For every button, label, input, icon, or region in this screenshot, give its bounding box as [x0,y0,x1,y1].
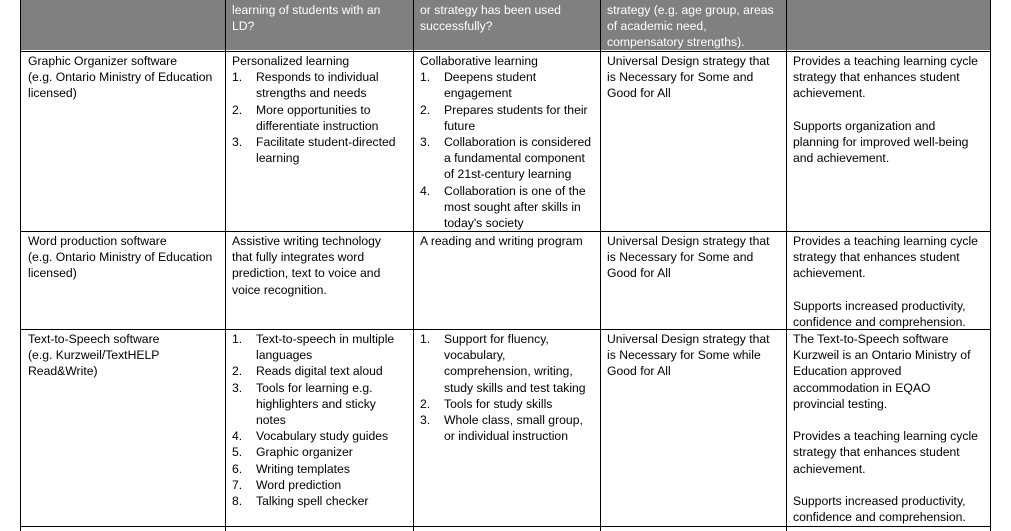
list-item-number: 1. [420,70,431,85]
text-line: (e.g. Kurzweil/TextHELP [28,348,160,363]
text-line: Kurzweil is an Ontario Ministry of [793,348,971,363]
text-line: achievement. [793,461,866,476]
text-line: strengths and needs [256,86,367,101]
text-line: Provides a teaching learning cycle [793,234,978,248]
list-item [232,428,410,444]
list-item [232,380,410,429]
row2-notes [787,233,991,330]
grid-line-col3 [413,0,414,531]
text-line: licensed) [28,86,77,101]
text-line: future [444,118,476,133]
header-benefits-lines [226,2,412,34]
text-line: Good for All [607,86,671,101]
list-item [232,69,410,101]
grid-line-left [20,0,21,531]
list-item-number: 3. [232,135,243,150]
text-line: prediction, text to voice and [232,266,381,281]
text-line: a fundamental component [444,151,585,166]
text-line: that fully integrates word [232,250,365,265]
text-line: strategy that enhances student [793,70,960,85]
grid-line-row1-bottom [20,231,991,232]
header-cell-strategy [601,2,784,51]
text-line: Reads digital text aloud [256,364,383,379]
text-line: of 21st-century learning [444,167,572,182]
list-item-number: 5. [232,445,243,460]
row1-success-cell [414,53,598,231]
text-line: A reading and writing program [420,234,583,248]
text-line: Collaboration is considered [444,135,592,150]
text-line: Universal Design strategy that [607,332,770,346]
list-item [232,134,410,166]
text-line: Collaboration is one of the [444,183,586,198]
text-line: Universal Design strategy that [607,234,770,248]
text-line: achievement. [793,266,866,281]
text-line: and achievement. [793,151,890,166]
text-line: is Necessary for Some and [607,250,754,265]
text-line: is Necessary for Some while [607,348,761,363]
text-line: Vocabulary study guides [256,429,389,444]
row2-notes-cell [787,233,991,330]
paragraph-gap [793,412,989,428]
list-item [420,331,596,396]
row3-benefits-cell [226,331,412,509]
row1-notes-cell [787,53,991,166]
grid-line-header-bottom [20,51,991,52]
text-line: Prepares students for their [444,102,588,117]
row3-benefits-list [232,331,410,509]
text-line: Tools for study skills [444,396,553,411]
header-cell-benefits [226,2,412,34]
list-item [232,444,410,460]
text-line: strategy that enhances student [793,250,960,265]
text-line: Good for All [607,266,671,281]
header-strategy-lines [601,2,784,51]
text-line: Education approved [793,364,902,379]
text-line: Universal Design strategy that [607,54,770,68]
text-line: learning [256,151,300,166]
text-line: vocabulary, [444,348,506,363]
text-line: Graphic Organizer software [28,54,178,68]
row1-benefits-list [232,69,410,166]
paragraph-gap [793,102,989,118]
row1-software-cell [20,53,222,102]
text-line: notes [256,413,286,428]
list-item [420,102,596,134]
text-line: comprehension, writing, [444,364,573,379]
text-line: Tools for learning e.g. [256,380,373,395]
row3-success-list [420,331,596,444]
row3-notes-cell [787,331,991,525]
text-line: Provides a teaching learning cycle [793,54,978,68]
grid-line-col5 [786,0,787,531]
row2-strategy-cell [601,233,784,282]
row1-success-title: Collaborative learning [420,54,538,68]
list-item [232,493,410,509]
grid-line-row2-bottom [20,329,991,330]
text-line: Whole class, small group, [444,413,583,428]
text-line: Text-to-speech in multiple [256,332,395,346]
text-line: Supports increased productivity, [793,494,966,508]
list-item [232,102,410,134]
row2-success [414,233,598,249]
text-line: licensed) [28,266,77,281]
list-item [420,69,596,101]
row3-software-cell [20,331,222,380]
row2-benefits [226,233,412,298]
text-line: differentiate instruction [256,118,379,133]
list-item-number: 1. [232,70,243,85]
list-item [232,363,410,379]
list-item-number: 4. [232,429,243,444]
paragraph-gap [793,282,989,298]
text-line: study skills and test taking [444,380,586,395]
list-item-number: 2. [420,396,431,411]
row1-success-list [420,69,596,231]
list-item [420,412,596,444]
row3-strategy-cell [601,331,784,380]
text-line: highlighters and sticky [256,396,376,411]
list-item-number: 4. [420,183,431,198]
text-line: strategy (e.g. age group, areas [607,3,774,17]
text-line: Word prediction [256,477,342,492]
row2-success-cell [414,233,598,249]
text-line: languages [256,348,313,363]
text-line: confidence and comprehension. [793,510,966,525]
text-line: strategy that enhances student [793,445,960,460]
row1-notes [787,53,991,166]
row1-benefits-title: Personalized learning [232,54,350,68]
list-item [232,331,410,363]
grid-line-col4 [600,0,601,531]
list-item-number: 7. [232,477,243,492]
text-line: of academic need, [607,19,707,34]
text-line: accommodation in EQAO [793,380,931,395]
row2-software [20,233,222,282]
text-line: engagement [444,86,512,101]
text-line: Assistive writing technology [232,234,382,248]
list-item-number: 6. [232,461,243,476]
text-line: Talking spell checker [256,494,369,509]
text-line: The Text-to-Speech software [793,332,949,346]
text-line: Good for All [607,364,671,379]
header-success-lines [414,2,598,34]
row3-notes [787,331,991,525]
text-line: Writing templates [256,461,350,476]
text-line: planning for improved well-being [793,135,969,149]
text-line: or strategy has been used [420,3,561,17]
text-line: confidence and comprehension. [793,315,966,329]
row1-software [20,53,222,102]
row1-strategy-cell [601,53,784,102]
text-line: provincial testing. [793,396,888,411]
row3-success-cell [414,331,598,444]
list-item-number: 2. [232,102,243,117]
list-item-number: 1. [420,332,431,346]
text-line: Word production software [28,234,167,248]
row1-strategy [601,53,784,102]
text-line: LD? [232,19,255,34]
list-item [420,134,596,183]
text-line: Provides a teaching learning cycle [793,429,978,444]
header-cell-success [414,2,598,34]
text-line: Deepens student [444,70,537,85]
list-item-number: 3. [420,413,431,428]
list-item-number: 3. [420,135,431,150]
list-item [420,396,596,412]
text-line: (e.g. Ontario Ministry of Education [28,250,213,265]
text-line: Graphic organizer [256,445,353,460]
text-line: compensatory strengths). [607,35,745,50]
list-item [232,477,410,493]
grid-line-row3-bottom [20,526,991,527]
grid-line-right [990,0,991,531]
row2-strategy [601,233,784,282]
row2-software-cell [20,233,222,282]
text-line: learning of students with an [232,3,381,17]
text-line: Supports increased productivity, [793,298,966,313]
text-line: Text-to-Speech software [28,332,160,346]
row3-software [20,331,222,380]
text-line: Responds to individual [256,70,379,85]
list-item-number: 1. [232,332,243,346]
list-item-number: 2. [420,102,431,117]
text-line: More opportunities to [256,102,371,117]
text-line: today's society [444,216,524,231]
text-line: most sought after skills in [444,199,581,214]
grid-line-col2 [225,0,226,531]
row2-benefits-cell [226,233,412,298]
list-item [232,461,410,477]
list-item-number: 3. [232,380,243,395]
list-item [420,183,596,232]
text-line: is Necessary for Some and [607,70,754,85]
text-line: Facilitate student-directed [256,135,396,150]
text-line: (e.g. Ontario Ministry of Education [28,70,213,85]
paragraph-gap [793,477,989,493]
list-item-number: 2. [232,364,243,379]
text-line: voice recognition. [232,282,327,297]
text-line: Read&Write) [28,364,98,379]
list-item-number: 8. [232,494,243,509]
text-line: Support for fluency, [444,332,549,346]
row3-strategy [601,331,784,380]
row1-benefits-cell [226,53,412,166]
text-line: Supports organization and [793,118,936,133]
text-line: or individual instruction [444,429,568,444]
text-line: successfully? [420,19,493,34]
text-line: achievement. [793,86,866,101]
